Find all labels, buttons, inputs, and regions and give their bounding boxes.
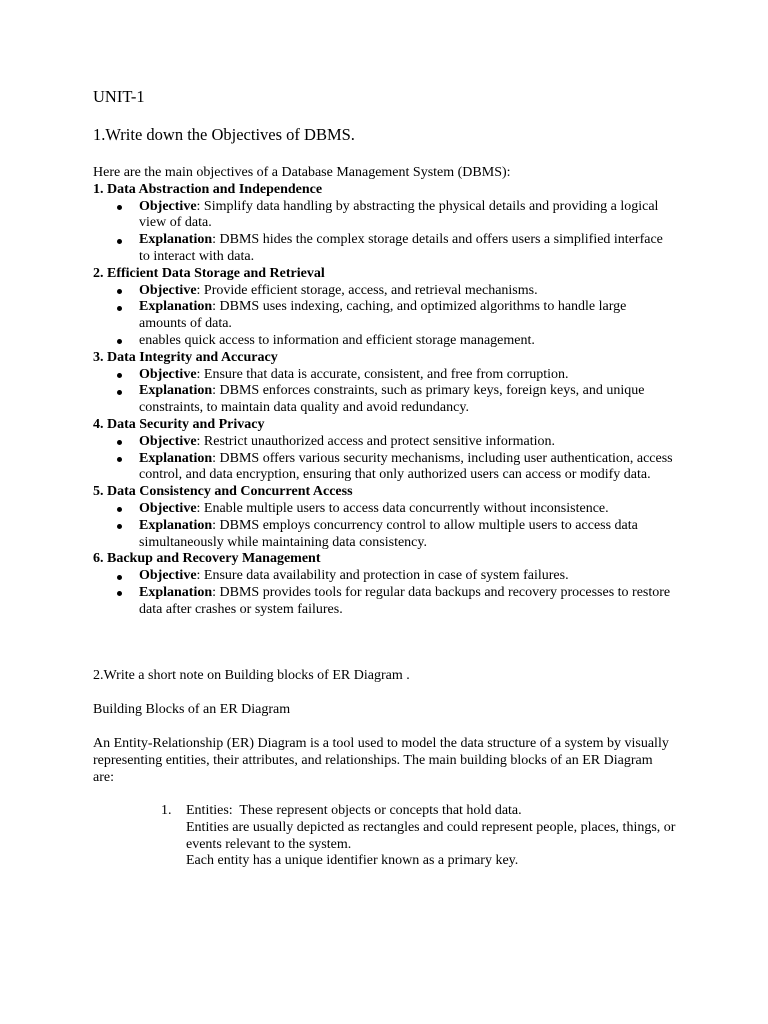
numbered-list-item [161,803,676,870]
section-heading: 5. Data Consistency and Concurrent Access [93,484,353,500]
list-item [139,451,673,485]
list-item [139,333,673,350]
unit-heading: UNIT-1 [93,87,145,106]
list-item [139,518,673,552]
item-text: : DBMS employs concurrency control to allow multiple users to access data simultaneously while maintaining data consistency. [139,517,638,550]
item-text: : Restrict unauthorized access and protect sensitive information. [196,433,555,449]
er-intro-paragraph: An Entity-Relationship (ER) Diagram is a tool used to model the data structure of a system by visually representing entities, their attributes, and relationships. The main building blocks of an ER Diagram are: [93,736,669,785]
item-label: Explanation [139,517,213,533]
section-heading: 2. Efficient Data Storage and Retrieval [93,265,325,281]
list-number: 1. [161,803,172,818]
objectives-answer [93,165,673,619]
item-label: Explanation [139,299,213,315]
bullet-list [93,367,673,417]
item-label: Objective [139,500,197,516]
item-label: Explanation [139,584,213,600]
item-text: : DBMS uses indexing, caching, and optimized algorithms to handle large amounts of data. [139,299,627,332]
section-heading: 6. Backup and Recovery Management [93,551,321,567]
item-label: Explanation [139,383,213,399]
list-item [139,501,673,518]
section-heading: 3. Data Integrity and Accuracy [93,349,278,365]
item-label: Objective [139,433,197,449]
list-item [139,232,673,266]
item-text: : DBMS enforces constraints, such as primary keys, foreign keys, and unique constraints, to maintain data quality and avoid redundancy. [139,383,645,416]
item-text: : DBMS provides tools for regular data backups and recovery processes to restore data after crashes or system failures. [139,584,671,617]
building-blocks-title: Building Blocks of an ER Diagram [93,702,291,717]
item-text: : Ensure that data is accurate, consistent, and free from corruption. [196,366,569,382]
bullet-list [93,501,673,551]
item-label: Objective [139,366,197,382]
question-1-heading: 1.Write down the Objectives of DBMS. [93,125,355,144]
list-item [139,585,673,619]
objectives-intro: Here are the main objectives of a Database Management System (DBMS): [93,165,511,180]
item-text: enables quick access to information and efficient storage management. [139,332,535,348]
bullet-list [93,199,673,266]
item-label: Explanation [139,232,213,248]
bullet-list [93,568,673,618]
item-text: : Ensure data availability and protection in case of system failures. [196,568,569,584]
item-label: Explanation [139,450,213,466]
list-item [139,383,673,417]
item-text: : Provide efficient storage, access, and retrieval mechanisms. [196,282,538,298]
entities-primary-key: Each entity has a unique identifier known as a primary key. [186,853,519,869]
item-text: : DBMS offers various security mechanisms, including user authentication, access control, and data encryption, ensuring that only authorized users can access or modify data. [139,450,673,483]
bullet-list [93,434,673,484]
list-item [139,367,673,384]
item-label: Objective [139,282,197,298]
entities-line: Entities: These represent objects or concepts that hold data. [186,803,522,818]
list-item [139,199,673,233]
item-label: Objective [139,198,197,214]
list-item [139,568,673,585]
item-label: Objective [139,568,197,584]
list-item [139,299,673,333]
list-item [139,434,673,451]
entities-description: Entities are usually depicted as rectangles and could represent people, places, things, or events relevant to the system. [186,819,676,852]
section-heading: 1. Data Abstraction and Independence [93,181,323,197]
item-text: : Simplify data handling by abstracting the physical details and providing a logical view of data. [139,198,659,231]
item-text: : DBMS hides the complex storage details and offers users a simplified interface to interact with data. [139,232,663,264]
item-text: : Enable multiple users to access data concurrently without inconsistence. [196,500,609,516]
list-item [139,283,673,300]
section-heading: 4. Data Security and Privacy [93,416,265,432]
question-2-heading: 2.Write a short note on Building blocks of ER Diagram . [93,668,410,683]
bullet-list [93,283,673,350]
